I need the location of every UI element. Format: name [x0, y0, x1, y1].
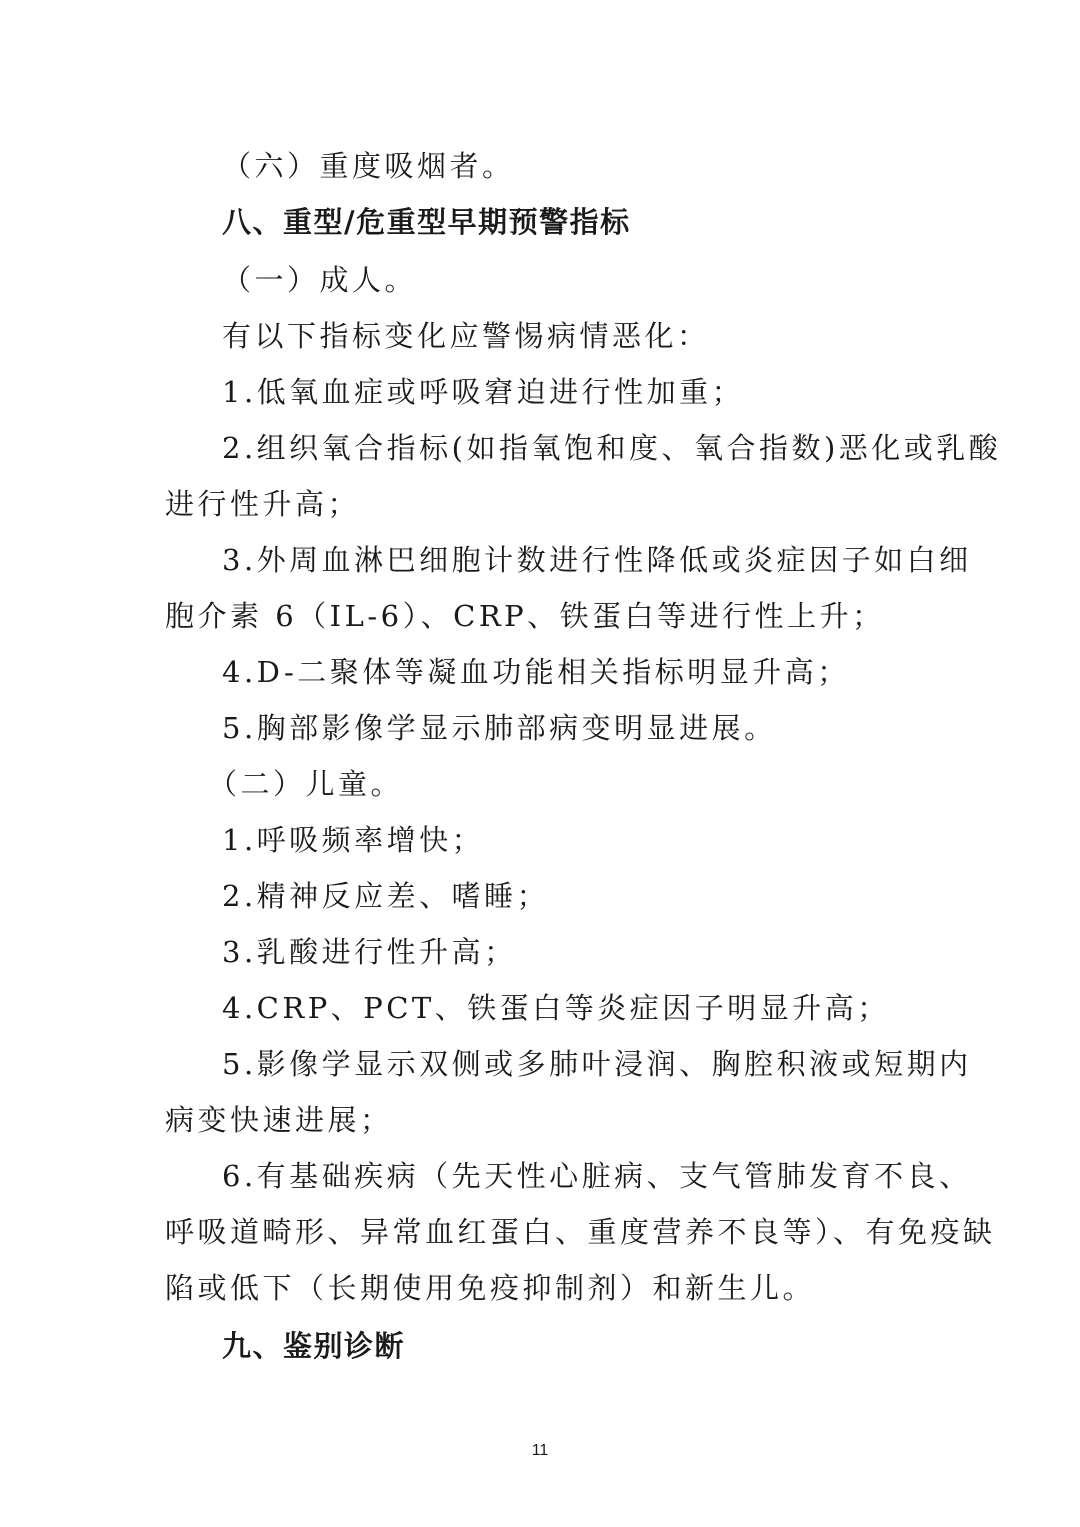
list-item-child-5: 5.影像学显示双侧或多肺叶浸润、胸腔积液或短期内: [222, 1047, 972, 1081]
list-item-adult-3-continued: 胞介素 6（IL-6）、CRP、铁蛋白等进行性上升；: [165, 599, 885, 633]
list-item-adult-5: 5.胸部影像学显示肺部病变明显进展。: [222, 711, 777, 745]
list-item-child-5-continued: 病变快速进展；: [165, 1103, 393, 1137]
list-item-child-6-continued: 陷或低下（长期使用免疫抑制剂）和新生儿。: [165, 1271, 816, 1305]
list-item-child-2: 2.精神反应差、嗜睡；: [222, 879, 550, 913]
list-item-adult-2: 2.组织氧合指标(如指氧饱和度、氧合指数)恶化或乳酸: [222, 431, 1002, 465]
list-item-child-6-continued: 呼吸道畸形、异常血红蛋白、重度营养不良等）、有免疫缺: [165, 1215, 996, 1249]
list-item-adult-1: 1.低氧血症或呼吸窘迫进行性加重；: [222, 375, 745, 409]
list-item-child-1: 1.呼吸频率增快；: [222, 823, 485, 857]
subsection-heading-adults: （一）成人。: [222, 263, 418, 297]
list-item-adult-3: 3.外周血淋巴细胞计数进行性降低或炎症因子如白细: [222, 543, 972, 577]
list-item-adult-4: 4.D-二聚体等凝血功能相关指标明显升高；: [222, 655, 850, 689]
page-number: 11: [531, 1442, 549, 1459]
list-item-child-6: 6.有基础疾病（先天性心脏病、支气管肺发育不良、: [222, 1159, 972, 1193]
list-item-adult-2-continued: 进行性升高；: [165, 487, 361, 521]
section-heading-early-warning: 八、重型/危重型早期预警指标: [222, 205, 631, 239]
list-item-child-3: 3.乳酸进行性升高；: [222, 935, 517, 969]
paragraph-intro: 有以下指标变化应警惕病情恶化：: [222, 319, 710, 353]
section-heading-differential-diagnosis: 九、鉴别诊断: [222, 1329, 406, 1363]
subsection-heading-children: （二）儿童。: [208, 767, 404, 801]
list-item-heavy-smokers: （六）重度吸烟者。: [222, 149, 515, 183]
list-item-child-4: 4.CRP、PCT、铁蛋白等炎症因子明显升高；: [222, 991, 890, 1025]
